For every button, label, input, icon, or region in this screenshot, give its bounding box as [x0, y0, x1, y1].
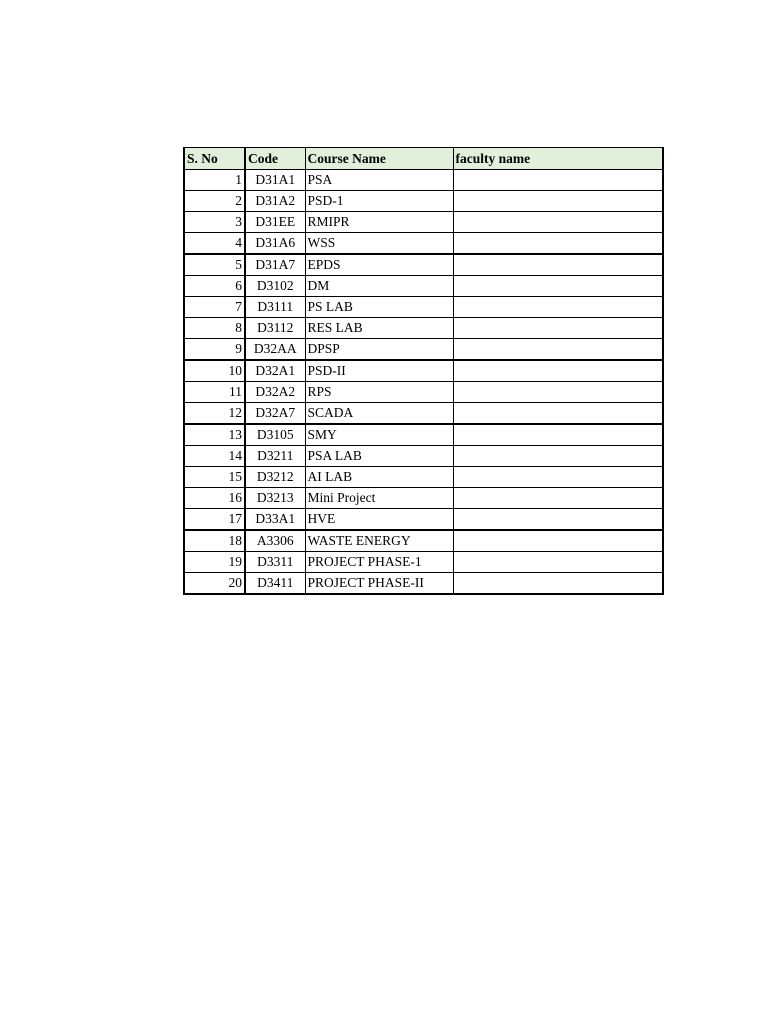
table-row — [184, 360, 663, 382]
cell-code: D33A1 — [245, 509, 305, 531]
cell-course-name: PS LAB — [305, 297, 453, 318]
cell-faculty-name — [453, 297, 663, 318]
cell-faculty-name — [453, 191, 663, 212]
cell-sno: 2 — [184, 191, 245, 212]
table-row — [184, 509, 663, 531]
cell-faculty-name — [453, 573, 663, 595]
cell-sno: 15 — [184, 467, 245, 488]
cell-course-name: EPDS — [305, 254, 453, 276]
cell-code: D3212 — [245, 467, 305, 488]
cell-faculty-name — [453, 360, 663, 382]
table-row — [184, 233, 663, 255]
cell-course-name: RPS — [305, 382, 453, 403]
cell-code: D32A1 — [245, 360, 305, 382]
cell-course-name: DM — [305, 276, 453, 297]
table-row — [184, 573, 663, 595]
cell-code: D31A7 — [245, 254, 305, 276]
cell-faculty-name — [453, 424, 663, 446]
cell-course-name: PROJECT PHASE-1 — [305, 552, 453, 573]
table-row — [184, 446, 663, 467]
cell-course-name: PSD-II — [305, 360, 453, 382]
cell-code: D3311 — [245, 552, 305, 573]
cell-faculty-name — [453, 318, 663, 339]
table-row — [184, 297, 663, 318]
table-row — [184, 488, 663, 509]
table-row — [184, 276, 663, 297]
cell-sno: 9 — [184, 339, 245, 361]
cell-code: D31A6 — [245, 233, 305, 255]
cell-course-name: PSD-1 — [305, 191, 453, 212]
cell-faculty-name — [453, 488, 663, 509]
cell-faculty-name — [453, 403, 663, 425]
cell-code: D3105 — [245, 424, 305, 446]
cell-code: D3211 — [245, 446, 305, 467]
cell-sno: 19 — [184, 552, 245, 573]
cell-course-name: RES LAB — [305, 318, 453, 339]
cell-course-name: HVE — [305, 509, 453, 531]
cell-sno: 11 — [184, 382, 245, 403]
cell-faculty-name — [453, 552, 663, 573]
cell-faculty-name — [453, 509, 663, 531]
table-row — [184, 382, 663, 403]
cell-course-name: SMY — [305, 424, 453, 446]
cell-course-name: PSA LAB — [305, 446, 453, 467]
cell-sno: 4 — [184, 233, 245, 255]
cell-faculty-name — [453, 339, 663, 361]
cell-faculty-name — [453, 467, 663, 488]
cell-code: D3213 — [245, 488, 305, 509]
header-row — [184, 148, 663, 170]
cell-code: D3411 — [245, 573, 305, 595]
cell-code: D32AA — [245, 339, 305, 361]
cell-sno: 7 — [184, 297, 245, 318]
cell-sno: 12 — [184, 403, 245, 425]
cell-course-name: WASTE ENERGY — [305, 530, 453, 552]
cell-faculty-name — [453, 530, 663, 552]
cell-faculty-name — [453, 212, 663, 233]
cell-sno: 16 — [184, 488, 245, 509]
table-body — [184, 170, 663, 595]
header-faculty-name: faculty name — [453, 148, 663, 170]
cell-course-name: WSS — [305, 233, 453, 255]
cell-sno: 6 — [184, 276, 245, 297]
cell-course-name: AI LAB — [305, 467, 453, 488]
cell-code: D31A1 — [245, 170, 305, 191]
table-row — [184, 552, 663, 573]
cell-code: D3111 — [245, 297, 305, 318]
cell-course-name: RMIPR — [305, 212, 453, 233]
cell-code: D31EE — [245, 212, 305, 233]
cell-course-name: SCADA — [305, 403, 453, 425]
cell-code: D32A7 — [245, 403, 305, 425]
table-row — [184, 254, 663, 276]
cell-code: D3102 — [245, 276, 305, 297]
header-course-name: Course Name — [305, 148, 453, 170]
cell-sno: 18 — [184, 530, 245, 552]
cell-sno: 1 — [184, 170, 245, 191]
cell-course-name: PSA — [305, 170, 453, 191]
cell-sno: 13 — [184, 424, 245, 446]
table-row — [184, 530, 663, 552]
header-sno: S. No — [184, 148, 245, 170]
cell-sno: 17 — [184, 509, 245, 531]
table-row — [184, 339, 663, 361]
cell-code: D31A2 — [245, 191, 305, 212]
cell-sno: 14 — [184, 446, 245, 467]
cell-faculty-name — [453, 254, 663, 276]
cell-course-name: Mini Project — [305, 488, 453, 509]
cell-sno: 20 — [184, 573, 245, 595]
header-code: Code — [245, 148, 305, 170]
table-row — [184, 424, 663, 446]
cell-course-name: DPSP — [305, 339, 453, 361]
cell-code: D3112 — [245, 318, 305, 339]
cell-faculty-name — [453, 382, 663, 403]
cell-sno: 5 — [184, 254, 245, 276]
table-row — [184, 212, 663, 233]
table-row — [184, 318, 663, 339]
cell-faculty-name — [453, 170, 663, 191]
cell-sno: 8 — [184, 318, 245, 339]
cell-code: A3306 — [245, 530, 305, 552]
cell-sno: 10 — [184, 360, 245, 382]
table-row — [184, 403, 663, 425]
cell-faculty-name — [453, 276, 663, 297]
table-row — [184, 467, 663, 488]
cell-sno: 3 — [184, 212, 245, 233]
table-row — [184, 170, 663, 191]
cell-faculty-name — [453, 233, 663, 255]
cell-faculty-name — [453, 446, 663, 467]
table-row — [184, 191, 663, 212]
course-table — [183, 147, 664, 595]
cell-code: D32A2 — [245, 382, 305, 403]
cell-course-name: PROJECT PHASE-II — [305, 573, 453, 595]
